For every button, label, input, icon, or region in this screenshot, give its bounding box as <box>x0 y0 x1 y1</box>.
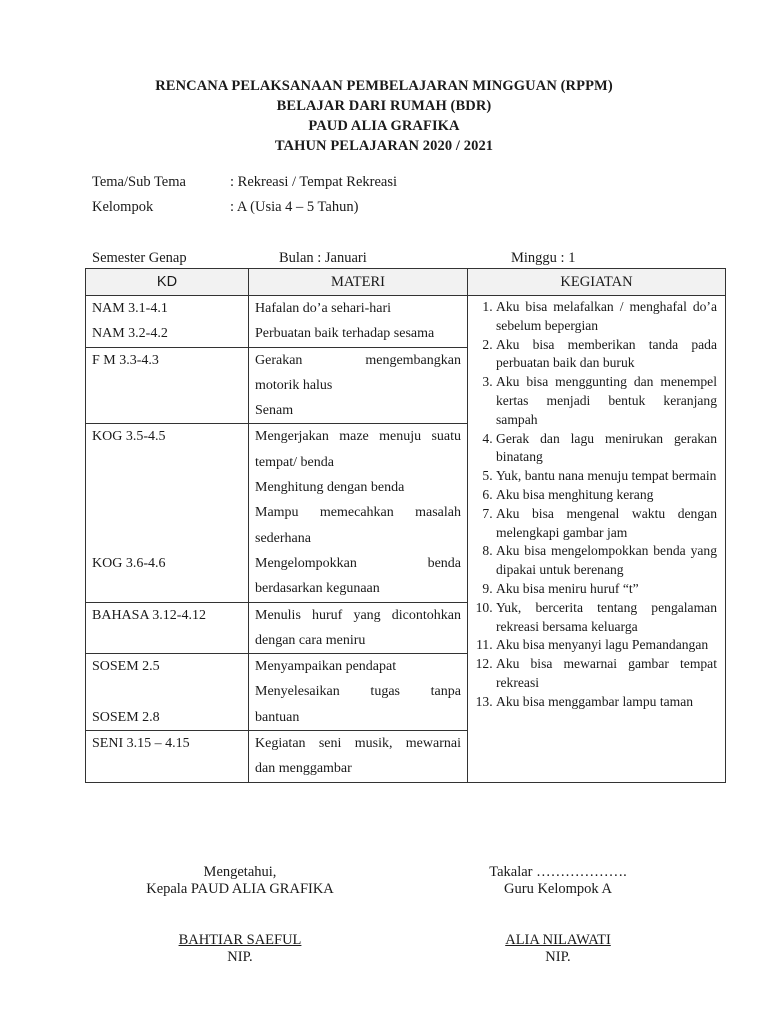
materi-block <box>249 603 467 655</box>
kd-block <box>86 296 248 348</box>
materi-line: Senam <box>255 403 294 419</box>
header-kd: KD <box>86 269 249 296</box>
kd-block <box>86 348 248 425</box>
kd-line: KOG 3.6-4.6 <box>92 555 166 571</box>
kd-line <box>92 500 242 525</box>
kd-line: BAHASA 3.12-4.12 <box>92 607 206 623</box>
kd-column <box>86 296 249 783</box>
kd-line <box>92 628 242 653</box>
semester-text: Semester Genap <box>92 250 187 266</box>
kegiatan-item: 3. Aku bisa menggunting dan menempel kertas menjadi bentuk keranjang sampah <box>496 373 717 429</box>
materi-line: berdasarkan kegunaan <box>255 581 380 597</box>
kd-line: F M 3.3-4.3 <box>92 352 159 368</box>
rppm-table <box>85 268 726 783</box>
kegiatan-item: 7. Aku bisa mengenal waktu dengan melengkapi gambar jam <box>496 505 717 543</box>
materi-line: Menyelesaikan tugas tanpa <box>255 684 461 700</box>
materi-line: motorik halus <box>255 377 333 393</box>
kd-block <box>86 424 248 602</box>
semester-line <box>92 250 732 268</box>
kd-line <box>92 398 242 423</box>
kegiatan-item: 11. Aku bisa menyanyi lagu Pemandangan <box>496 636 717 655</box>
header-kegiatan: KEGIATAN <box>468 269 726 296</box>
minggu-text: Minggu : 1 <box>511 250 576 266</box>
document-title <box>0 76 768 156</box>
kd-block <box>86 603 248 655</box>
title-line-1: RENCANA PELAKSANAAN PEMBELAJARAN MINGGUAN (RPPM) <box>155 78 613 94</box>
kd-line <box>92 679 242 704</box>
kd-line: NAM 3.2-4.2 <box>92 326 168 342</box>
materi-block <box>249 348 467 425</box>
kd-line: NAM 3.1-4.1 <box>92 301 168 316</box>
table-body-row <box>86 296 726 783</box>
kegiatan-item: 6. Aku bisa menghitung kerang <box>496 486 717 505</box>
kd-line: KOG 3.5-4.5 <box>92 429 166 445</box>
materi-line: Kegiatan seni musik, mewarnai <box>255 736 461 752</box>
materi-block <box>249 296 467 348</box>
kelompok-value: : A (Usia 4 – 5 Tahun) <box>230 199 359 215</box>
left-signer-name: BAHTIAR SAEFUL <box>178 932 302 948</box>
table-header-row <box>86 269 726 296</box>
kd-line <box>92 373 242 398</box>
kelompok-label: Kelompok <box>92 199 154 215</box>
materi-block <box>249 654 467 731</box>
kelompok-row <box>92 199 358 216</box>
materi-line: Menulis huruf yang dicontohkan <box>255 607 461 623</box>
kegiatan-item: 4. Gerak dan lagu menirukan gerakan binatang <box>496 430 717 468</box>
kd-line: SOSEM 2.5 <box>92 659 160 675</box>
tema-value: : Rekreasi / Tempat Rekreasi <box>230 174 398 190</box>
materi-line: sederhana <box>255 530 311 546</box>
kegiatan-item: 2. Aku bisa memberikan tanda pada perbuatan baik dan buruk <box>496 336 717 374</box>
materi-line: dengan cara meniru <box>255 632 366 648</box>
materi-line: Hafalan do’a sehari-hari <box>255 301 392 316</box>
kegiatan-item: 5. Yuk, bantu nana menuju tempat bermain <box>496 467 717 486</box>
kd-line <box>92 526 242 551</box>
kegiatan-item: 13. Aku bisa menggambar lampu taman <box>496 693 717 712</box>
materi-column <box>249 296 468 783</box>
kegiatan-item: 1. Aku bisa melafalkan / menghafal do’a sebelum bepergian <box>496 298 717 336</box>
left-nip: NIP. <box>227 949 253 965</box>
kd-line: SOSEM 2.8 <box>92 709 160 725</box>
header-materi: MATERI <box>249 269 468 296</box>
title-line-2: BELAJAR DARI RUMAH (BDR) <box>276 98 492 114</box>
kd-line: SENI 3.15 – 4.15 <box>92 736 190 752</box>
title-line-4: TAHUN PELAJARAN 2020 / 2021 <box>274 138 494 154</box>
materi-line: Menyampaikan pendapat <box>255 659 397 675</box>
kd-line <box>92 756 242 781</box>
materi-line: Mengelompokkan benda <box>255 555 461 571</box>
kegiatan-list <box>468 296 725 712</box>
right-line-1: Takalar ………………. <box>489 864 627 880</box>
kd-block <box>86 731 248 782</box>
materi-block <box>249 424 467 602</box>
materi-block <box>249 731 467 782</box>
kegiatan-item: 9. Aku bisa meniru huruf “t” <box>496 580 717 599</box>
materi-line: Mengerjakan maze menuju suatu <box>255 429 461 445</box>
kegiatan-item: 12. Aku bisa mewarnai gambar tempat rekreasi <box>496 655 717 693</box>
tema-row <box>92 174 397 191</box>
materi-line: Gerakan mengembangkan <box>255 352 461 368</box>
signature-left <box>130 864 350 966</box>
materi-line: dan menggambar <box>255 761 352 777</box>
kd-line <box>92 475 242 500</box>
kegiatan-item: 10. Yuk, bercerita tentang pengalaman rekreasi bersama keluarga <box>496 599 717 637</box>
left-line-2: Kepala PAUD ALIA GRAFIKA <box>146 881 334 897</box>
right-nip: NIP. <box>545 949 571 965</box>
right-line-2: Guru Kelompok A <box>504 881 612 897</box>
kegiatan-item: 8. Aku bisa mengelompokkan benda yang dipakai untuk berenang <box>496 542 717 580</box>
left-line-1: Mengetahui, <box>203 864 277 880</box>
signature-right <box>458 864 658 966</box>
materi-line: Menghitung dengan benda <box>255 480 405 496</box>
right-signer-name: ALIA NILAWATI <box>505 932 611 948</box>
kd-line <box>92 576 242 601</box>
bulan-text: Bulan : Januari <box>279 250 367 266</box>
materi-line: tempat/ benda <box>255 454 334 470</box>
tema-label: Tema/Sub Tema <box>92 174 186 190</box>
kd-line <box>92 450 242 475</box>
kegiatan-column <box>468 296 726 783</box>
kd-block <box>86 654 248 731</box>
materi-line: Mampu memecahkan masalah <box>255 505 461 521</box>
materi-line: bantuan <box>255 709 300 725</box>
title-line-3: PAUD ALIA GRAFIKA <box>308 118 460 134</box>
materi-line: Perbuatan baik terhadap sesama <box>255 326 435 342</box>
